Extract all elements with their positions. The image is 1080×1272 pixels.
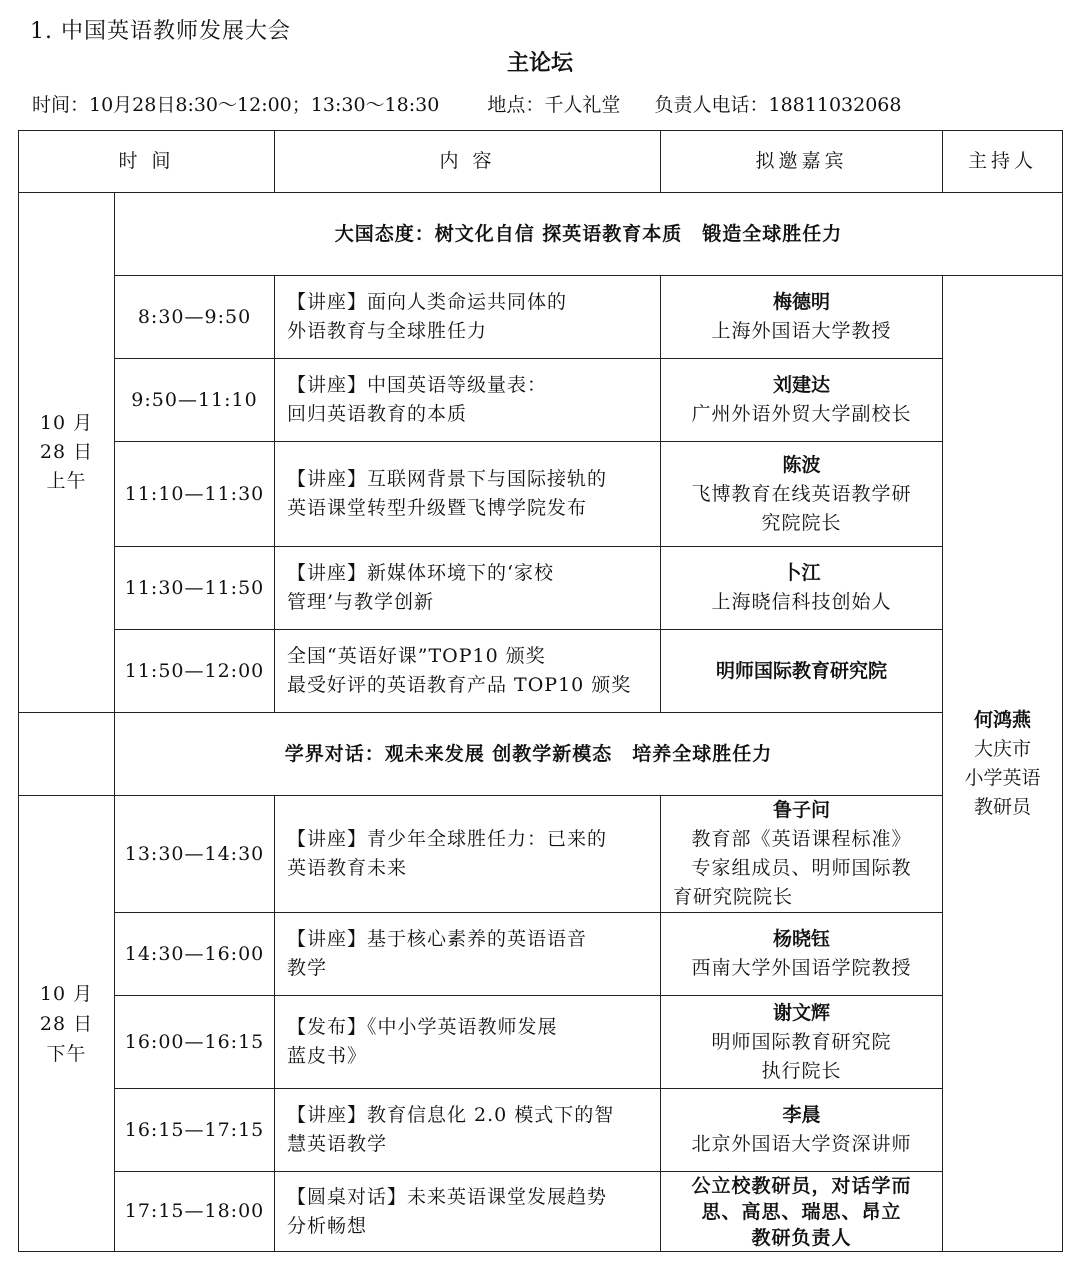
- table-row: [19, 442, 1063, 547]
- guest-name: 明师国际教育研究院: [716, 659, 888, 682]
- row-content-line: 外语教育与全球胜任力: [287, 320, 488, 342]
- row-content-line: 【发布】《中小学英语教师发展: [287, 1016, 558, 1038]
- row-time: 11:50—12:00: [115, 630, 275, 713]
- row-content-line: 【讲座】教育信息化 2.0 模式下的智: [287, 1104, 615, 1126]
- row-content: [275, 796, 661, 913]
- info-place: 地点：千人礼堂: [487, 94, 621, 116]
- guest-name: 陈波: [782, 453, 821, 476]
- table-row: [19, 1172, 1063, 1252]
- morning-day-month: 10 月: [39, 412, 94, 434]
- row-content-line: 【讲座】青少年全球胜任力：已来的: [287, 828, 608, 850]
- row-guest: [661, 547, 943, 630]
- table-row: [19, 913, 1063, 996]
- host-desc-line: 教研员: [974, 795, 1032, 818]
- row-content-line: 【讲座】面向人类命运共同体的: [287, 291, 568, 313]
- header-guests: 拟邀嘉宾: [661, 131, 943, 193]
- row-guest: [661, 276, 943, 359]
- row-content: [275, 547, 661, 630]
- host-name: 何鸿燕: [974, 708, 1032, 731]
- row-content: [275, 996, 661, 1089]
- info-line: [32, 90, 901, 117]
- row-guest: [661, 630, 943, 713]
- table-row: [19, 359, 1063, 442]
- table-row: [19, 1089, 1063, 1172]
- row-guest: [661, 913, 943, 996]
- row-time: 8:30—9:50: [115, 276, 275, 359]
- afternoon-day-cell: [19, 796, 115, 1252]
- table-row: [19, 796, 1063, 913]
- row-guest: [661, 442, 943, 547]
- afternoon-day-date: 28 日: [39, 1012, 94, 1035]
- row-time: 16:00—16:15: [115, 996, 275, 1089]
- row-time: 11:10—11:30: [115, 442, 275, 547]
- row-content-line: 蓝皮书》: [287, 1045, 368, 1067]
- row-content-line: 英语教育未来: [287, 857, 408, 879]
- row-content-line: 【圆桌对话】未来英语课堂发展趋势: [287, 1185, 608, 1208]
- schedule-table: [18, 130, 1063, 1252]
- guest-name: 刘建达: [773, 374, 831, 396]
- row-guest: [661, 1089, 943, 1172]
- morning-section-row: [19, 193, 1063, 276]
- afternoon-section-row: [19, 713, 1063, 796]
- row-content: [275, 359, 661, 442]
- row-content: [275, 442, 661, 547]
- row-guest: [661, 1172, 943, 1252]
- afternoon-day-period: 下午: [46, 1042, 87, 1065]
- table-row: [19, 996, 1063, 1089]
- row-content-line: 【讲座】新媒体环境下的‘家校: [287, 562, 555, 584]
- morning-day-date: 28 日: [39, 441, 94, 463]
- morning-day-cell: [19, 193, 115, 713]
- host-desc-line: 小学英语: [964, 766, 1041, 789]
- row-content: [275, 1089, 661, 1172]
- guest-desc: 明师国际教育研究院: [711, 1030, 892, 1053]
- row-content-line: 【讲座】基于核心素养的英语语音: [287, 928, 588, 950]
- guest-name: 鲁子问: [773, 799, 831, 821]
- guest-desc: 育研究院院长: [673, 886, 794, 908]
- host-desc-line: 大庆市: [974, 737, 1032, 760]
- guest-desc: 西南大学外国语学院教授: [691, 957, 912, 979]
- table-row: [19, 276, 1063, 359]
- document-title: 1. 中国英语教师发展大会: [30, 19, 291, 44]
- row-content: [275, 630, 661, 713]
- guest-desc: 专家组成员、明师国际教: [691, 857, 912, 879]
- forum-title: 主论坛: [506, 51, 573, 76]
- row-time: 11:30—11:50: [115, 547, 275, 630]
- guest-desc: 上海晓信科技创始人: [711, 591, 892, 613]
- guest-desc: 教研负责人: [751, 1226, 852, 1249]
- row-time: 17:15—18:00: [115, 1172, 275, 1252]
- row-content-line: 全国“英语好课”TOP10 颁奖: [287, 645, 546, 667]
- table-row: [19, 630, 1063, 713]
- row-content-line: 【讲座】互联网背景下与国际接轨的: [287, 468, 608, 490]
- row-content-line: 最受好评的英语教育产品 TOP10 颁奖: [287, 674, 632, 696]
- row-content-line: 英语课堂转型升级暨飞博学院发布: [287, 497, 588, 519]
- row-time: 13:30—14:30: [115, 796, 275, 913]
- guest-desc: 究院院长: [761, 511, 842, 534]
- table-header-row: [19, 131, 1063, 193]
- info-time: 时间：10月28日8:30～12:00；13:30～18:30: [32, 94, 440, 116]
- guest-desc: 思、高思、瑞思、昂立: [701, 1200, 902, 1223]
- afternoon-day-month: 10 月: [39, 982, 94, 1005]
- header-host: 主持人: [943, 131, 1063, 193]
- header-time: 时 间: [19, 131, 275, 193]
- row-content-line: 【讲座】中国英语等级量表：: [287, 374, 548, 396]
- row-content-line: 管理’与教学创新: [287, 591, 435, 613]
- row-content-line: 分析畅想: [287, 1214, 368, 1237]
- row-time: 9:50—11:10: [115, 359, 275, 442]
- row-time: 16:15—17:15: [115, 1089, 275, 1172]
- header-content: 内 容: [275, 131, 661, 193]
- row-guest: [661, 796, 943, 913]
- guest-desc: 执行院长: [761, 1059, 842, 1082]
- row-content-line: 回归英语教育的本质: [287, 403, 468, 425]
- guest-name: 谢文辉: [773, 1001, 831, 1024]
- guest-name: 李晨: [782, 1104, 821, 1126]
- row-content: [275, 276, 661, 359]
- guest-name: 杨晓钰: [773, 928, 831, 950]
- morning-day-period: 上午: [46, 470, 87, 492]
- row-content: [275, 913, 661, 996]
- section-spacer-cell: [19, 713, 115, 796]
- guest-desc: 飞博教育在线英语教学研: [691, 482, 912, 505]
- table-row: [19, 547, 1063, 630]
- guest-name: 卜江: [782, 562, 821, 584]
- row-guest: [661, 359, 943, 442]
- guest-desc: 公立校教研员，对话学而: [691, 1174, 912, 1197]
- guest-name: 梅德明: [773, 291, 831, 313]
- guest-desc: 广州外语外贸大学副校长: [691, 403, 912, 425]
- morning-section-title: 大国态度：树文化自信 探英语教育本质 锻造全球胜任力: [115, 193, 1063, 276]
- host-cell: [943, 276, 1063, 1252]
- guest-desc: 上海外国语大学教授: [711, 320, 892, 342]
- row-content-line: 教学: [287, 957, 328, 979]
- guest-desc: 北京外国语大学资深讲师: [691, 1133, 912, 1155]
- row-content-line: 慧英语教学: [287, 1133, 388, 1155]
- row-guest: [661, 996, 943, 1089]
- info-contact: 负责人电话：18811032068: [654, 94, 902, 116]
- guest-desc: 教育部《英语课程标准》: [691, 828, 912, 850]
- row-content: [275, 1172, 661, 1252]
- row-time: 14:30—16:00: [115, 913, 275, 996]
- afternoon-section-title: 学界对话：观未来发展 创教学新模态 培养全球胜任力: [115, 713, 943, 796]
